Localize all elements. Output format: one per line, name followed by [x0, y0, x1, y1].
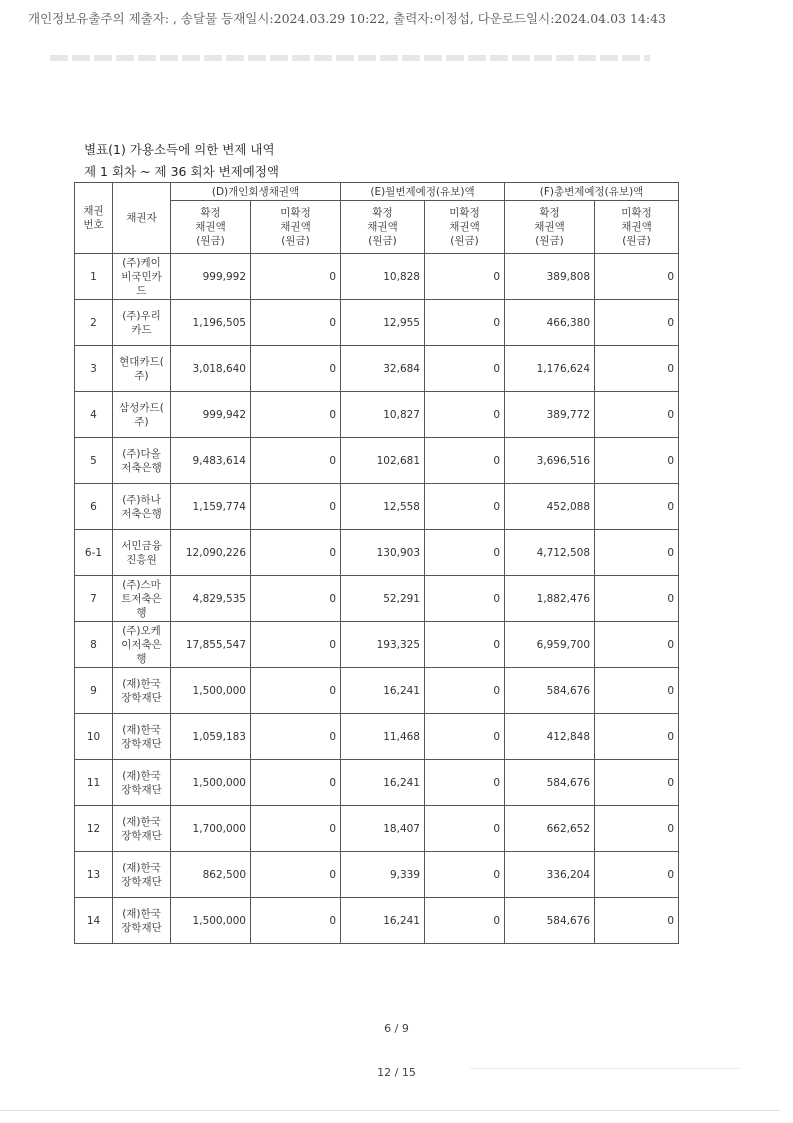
cell-e-confirmed: 32,684	[341, 346, 425, 392]
cell-f-confirmed: 336,204	[505, 852, 595, 898]
section-subtitle: 제 1 회차 ~ 제 36 회차 변제예정액	[84, 164, 279, 179]
cell-e-confirmed: 16,241	[341, 668, 425, 714]
cell-e-confirmed: 12,558	[341, 484, 425, 530]
header-creditor: 채권자	[113, 183, 171, 254]
cell-creditor-name: (주)스마 트저축은 행	[113, 576, 171, 622]
table-row	[75, 852, 679, 898]
cell-e-unconfirmed: 0	[425, 300, 505, 346]
table-row	[75, 438, 679, 484]
cell-e-confirmed: 12,955	[341, 300, 425, 346]
cell-d-unconfirmed: 0	[251, 346, 341, 392]
cell-creditor-name: 삼성카드( 주)	[113, 392, 171, 438]
cell-f-unconfirmed: 0	[595, 346, 679, 392]
cell-creditor-name: 현대카드( 주)	[113, 346, 171, 392]
cell-creditor-name: (재)한국 장학재단	[113, 852, 171, 898]
cell-d-unconfirmed: 0	[251, 484, 341, 530]
cell-d-unconfirmed: 0	[251, 806, 341, 852]
cell-e-confirmed: 11,468	[341, 714, 425, 760]
cell-f-confirmed: 584,676	[505, 668, 595, 714]
cell-creditor-name: (재)한국 장학재단	[113, 806, 171, 852]
cell-e-unconfirmed: 0	[425, 438, 505, 484]
table-row	[75, 622, 679, 668]
cell-d-unconfirmed: 0	[251, 760, 341, 806]
cell-f-confirmed: 584,676	[505, 898, 595, 944]
cell-d-confirmed: 862,500	[171, 852, 251, 898]
cell-f-unconfirmed: 0	[595, 668, 679, 714]
cell-creditor-number: 14	[75, 898, 113, 944]
cell-f-confirmed: 466,380	[505, 300, 595, 346]
cell-e-confirmed: 16,241	[341, 760, 425, 806]
cell-f-unconfirmed: 0	[595, 806, 679, 852]
cell-f-unconfirmed: 0	[595, 300, 679, 346]
header-group-d: (D)개인회생채권액	[171, 183, 341, 201]
cell-f-confirmed: 4,712,508	[505, 530, 595, 576]
cell-e-confirmed: 130,903	[341, 530, 425, 576]
cell-creditor-number: 8	[75, 622, 113, 668]
cell-creditor-name: (재)한국 장학재단	[113, 898, 171, 944]
cell-e-unconfirmed: 0	[425, 530, 505, 576]
cell-creditor-number: 9	[75, 668, 113, 714]
cell-creditor-name: (재)한국 장학재단	[113, 760, 171, 806]
cell-creditor-number: 7	[75, 576, 113, 622]
cell-f-unconfirmed: 0	[595, 438, 679, 484]
cell-d-unconfirmed: 0	[251, 622, 341, 668]
cell-f-confirmed: 584,676	[505, 760, 595, 806]
cell-d-unconfirmed: 0	[251, 254, 341, 300]
cell-e-unconfirmed: 0	[425, 392, 505, 438]
cell-f-unconfirmed: 0	[595, 484, 679, 530]
cell-creditor-number: 5	[75, 438, 113, 484]
cell-e-confirmed: 102,681	[341, 438, 425, 484]
cell-e-unconfirmed: 0	[425, 852, 505, 898]
cell-f-confirmed: 6,959,700	[505, 622, 595, 668]
table-row	[75, 392, 679, 438]
cell-e-confirmed: 52,291	[341, 576, 425, 622]
cell-d-confirmed: 1,500,000	[171, 898, 251, 944]
cell-d-confirmed: 1,159,774	[171, 484, 251, 530]
cell-e-unconfirmed: 0	[425, 714, 505, 760]
section-title: 별표(1) 가용소득에 의한 변제 내역	[84, 142, 275, 157]
cell-d-unconfirmed: 0	[251, 392, 341, 438]
table-row	[75, 254, 679, 300]
document-header-line: 개인정보유출주의 제출자: , 송달물 등재일시:2024.03.29 10:22, 출력자:이정섭, 다운로드일시:2024.04.03 14:43	[28, 11, 666, 26]
bottom-divider	[0, 1110, 780, 1111]
cell-d-unconfirmed: 0	[251, 898, 341, 944]
table-row	[75, 346, 679, 392]
cell-creditor-number: 12	[75, 806, 113, 852]
cell-creditor-name: (주)하나 저축은행	[113, 484, 171, 530]
cell-creditor-number: 3	[75, 346, 113, 392]
cell-e-unconfirmed: 0	[425, 898, 505, 944]
header-group-f: (F)총변제예정(유보)액	[505, 183, 679, 201]
header-f-confirmed: 확정 채권액 (원금)	[505, 201, 595, 254]
table-row	[75, 530, 679, 576]
cell-e-unconfirmed: 0	[425, 668, 505, 714]
cell-d-unconfirmed: 0	[251, 530, 341, 576]
cell-d-confirmed: 1,500,000	[171, 760, 251, 806]
cell-e-unconfirmed: 0	[425, 760, 505, 806]
header-group-e: (E)월변제예정(유보)액	[341, 183, 505, 201]
cell-e-confirmed: 193,325	[341, 622, 425, 668]
cell-f-confirmed: 1,882,476	[505, 576, 595, 622]
outer-page-number: 12 / 15	[377, 1066, 416, 1079]
cell-e-unconfirmed: 0	[425, 484, 505, 530]
cell-f-confirmed: 452,088	[505, 484, 595, 530]
header-e-confirmed: 확정 채권액 (원금)	[341, 201, 425, 254]
cell-creditor-name: (주)케이 비국민카 드	[113, 254, 171, 300]
table-row	[75, 760, 679, 806]
cell-creditor-number: 6	[75, 484, 113, 530]
cell-creditor-name: (재)한국 장학재단	[113, 714, 171, 760]
header-creditor-number: 채권 번호	[75, 183, 113, 254]
cell-d-confirmed: 3,018,640	[171, 346, 251, 392]
cell-f-unconfirmed: 0	[595, 898, 679, 944]
cell-d-unconfirmed: 0	[251, 852, 341, 898]
cell-f-unconfirmed: 0	[595, 622, 679, 668]
cell-creditor-number: 11	[75, 760, 113, 806]
repayment-table	[74, 182, 679, 944]
cell-e-unconfirmed: 0	[425, 622, 505, 668]
header-d-confirmed: 확정 채권액 (원금)	[171, 201, 251, 254]
cell-e-confirmed: 10,827	[341, 392, 425, 438]
cell-creditor-name: (주)오케 이저축은 행	[113, 622, 171, 668]
cell-d-confirmed: 9,483,614	[171, 438, 251, 484]
table-row	[75, 898, 679, 944]
cell-d-unconfirmed: 0	[251, 714, 341, 760]
cell-creditor-name: (주)다올 저축은행	[113, 438, 171, 484]
cell-d-confirmed: 17,855,547	[171, 622, 251, 668]
cell-d-unconfirmed: 0	[251, 438, 341, 484]
header-d-unconfirmed: 미확정 채권액 (원금)	[251, 201, 341, 254]
cell-f-unconfirmed: 0	[595, 392, 679, 438]
cell-d-unconfirmed: 0	[251, 576, 341, 622]
table-row	[75, 484, 679, 530]
table-row	[75, 668, 679, 714]
cell-d-unconfirmed: 0	[251, 300, 341, 346]
cell-f-unconfirmed: 0	[595, 530, 679, 576]
faint-watermark-line	[50, 55, 650, 61]
cell-f-confirmed: 412,848	[505, 714, 595, 760]
cell-e-confirmed: 18,407	[341, 806, 425, 852]
inner-page-number: 6 / 9	[384, 1022, 409, 1035]
cell-creditor-number: 4	[75, 392, 113, 438]
cell-creditor-number: 1	[75, 254, 113, 300]
cell-creditor-number: 2	[75, 300, 113, 346]
cell-f-confirmed: 389,808	[505, 254, 595, 300]
header-e-unconfirmed: 미확정 채권액 (원금)	[425, 201, 505, 254]
cell-e-unconfirmed: 0	[425, 254, 505, 300]
table-row	[75, 806, 679, 852]
cell-creditor-name: (주)우리 카드	[113, 300, 171, 346]
cell-e-confirmed: 9,339	[341, 852, 425, 898]
cell-f-unconfirmed: 0	[595, 576, 679, 622]
cell-e-unconfirmed: 0	[425, 806, 505, 852]
cell-d-unconfirmed: 0	[251, 668, 341, 714]
cell-creditor-name: 서민금융 진흥원	[113, 530, 171, 576]
cell-f-confirmed: 662,652	[505, 806, 595, 852]
cell-f-unconfirmed: 0	[595, 852, 679, 898]
cell-d-confirmed: 1,500,000	[171, 668, 251, 714]
cell-d-confirmed: 1,196,505	[171, 300, 251, 346]
table-row	[75, 714, 679, 760]
cell-f-confirmed: 1,176,624	[505, 346, 595, 392]
cell-e-confirmed: 10,828	[341, 254, 425, 300]
cell-creditor-number: 6-1	[75, 530, 113, 576]
table-row	[75, 576, 679, 622]
cell-d-confirmed: 4,829,535	[171, 576, 251, 622]
header-f-unconfirmed: 미확정 채권액 (원금)	[595, 201, 679, 254]
table-body	[75, 254, 679, 944]
cell-creditor-number: 10	[75, 714, 113, 760]
cell-d-confirmed: 1,059,183	[171, 714, 251, 760]
cell-e-unconfirmed: 0	[425, 346, 505, 392]
cell-e-confirmed: 16,241	[341, 898, 425, 944]
cell-d-confirmed: 999,942	[171, 392, 251, 438]
cell-d-confirmed: 1,700,000	[171, 806, 251, 852]
cell-d-confirmed: 999,992	[171, 254, 251, 300]
cell-creditor-number: 13	[75, 852, 113, 898]
table-row	[75, 300, 679, 346]
cell-f-unconfirmed: 0	[595, 760, 679, 806]
cell-e-unconfirmed: 0	[425, 576, 505, 622]
cell-f-unconfirmed: 0	[595, 714, 679, 760]
cell-d-confirmed: 12,090,226	[171, 530, 251, 576]
cell-f-unconfirmed: 0	[595, 254, 679, 300]
cell-f-confirmed: 389,772	[505, 392, 595, 438]
cell-f-confirmed: 3,696,516	[505, 438, 595, 484]
cell-creditor-name: (재)한국 장학재단	[113, 668, 171, 714]
